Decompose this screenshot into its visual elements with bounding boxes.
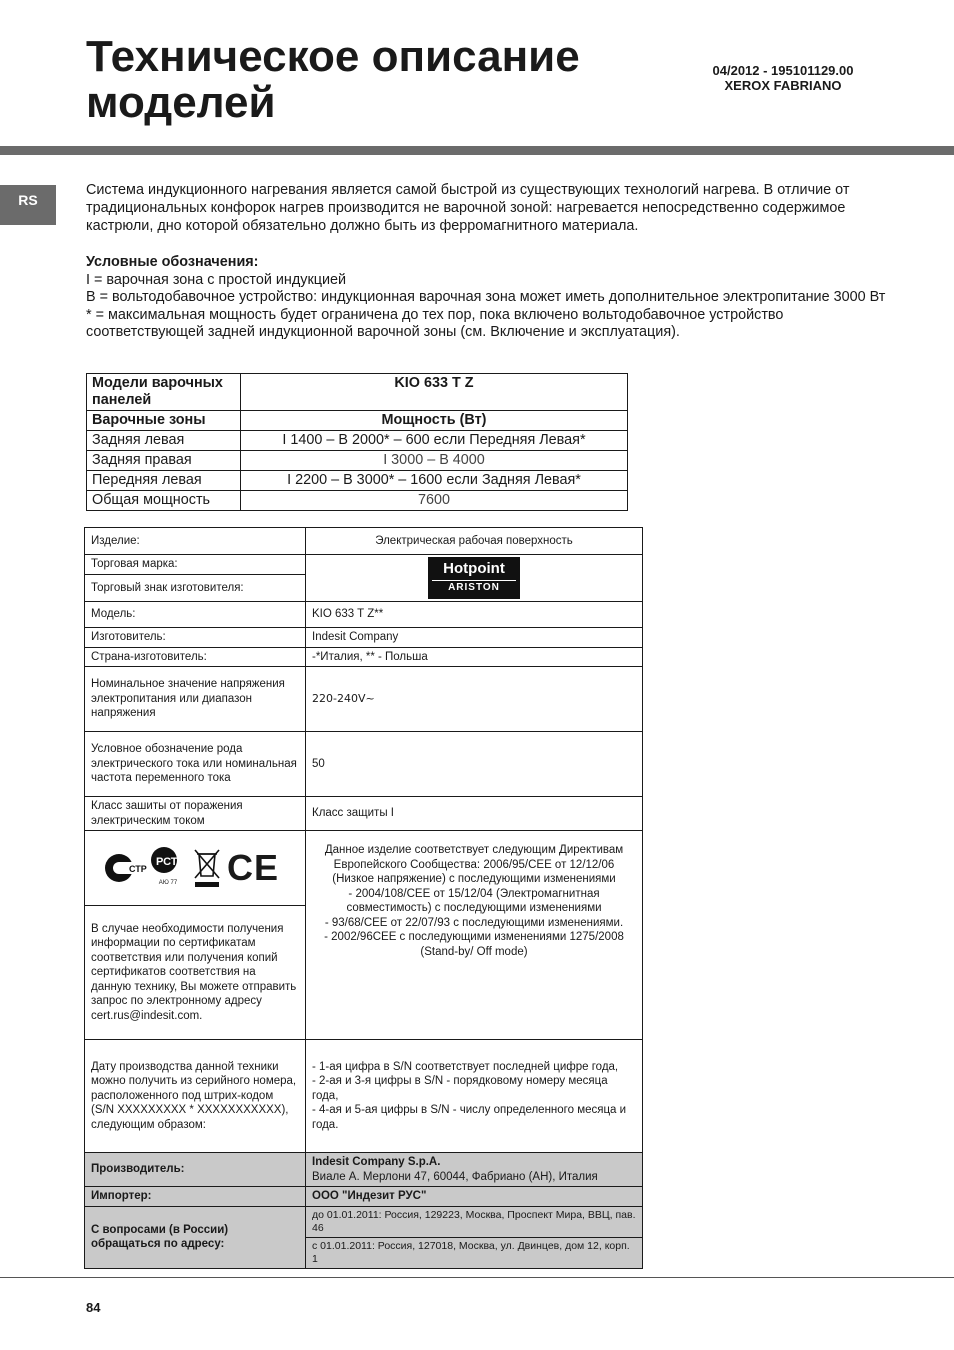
total-power-value: 7600 [241,491,628,511]
address-old: до 01.01.2011: Россия, 129223, Москва, Проспект Мира, ВВЦ, пав. 46 [306,1206,643,1237]
table-row [87,411,628,431]
table-row [87,471,628,491]
cooking-zones-table [86,373,628,511]
table-row [85,528,643,555]
questions-label: С вопросами (в России) обращаться по адресу: [85,1206,306,1268]
zone-name: Общая мощность [87,491,241,511]
zone-power-note: если Передняя Левая* [433,432,586,448]
page-title [86,34,580,126]
doc-code-line-2: XEROX FABRIANO [724,78,842,93]
voltage-label: Номинальное значение напряжения электропитания или диапазон напряжения [85,667,306,732]
maker-label: Изготовитель: [85,628,306,648]
trademark-label: Торговый знак изготовителя: [85,574,306,601]
zone-power-value: I 3000 – B 4000 [241,451,628,471]
table-row [85,602,643,628]
page-number: 84 [86,1300,101,1315]
production-date-value: - 1-ая цифра в S/N соответствует последней цифре года, - 2-ая и 3-я цифры в S/N - порядковому номеру месяца года, - 4-ая и 5-ая цифры в S/N - числу определенного месяца и года. [306,1040,643,1153]
address-new: с 01.01.2011: Россия, 127018, Москва, ул. Двинцев, дом 12, корп. 1 [306,1237,643,1268]
model-value: KIO 633 T Z** [306,602,643,628]
brand-label: Торговая марка: [85,555,306,575]
maker-value: Indesit Company [306,628,643,648]
protection-value: Класс защиты I [306,797,643,831]
specification-table [84,527,643,1269]
table-row [85,555,643,575]
table-row [85,647,643,667]
pct-mark-text: РСТ [156,855,178,868]
importer-value: ООО "Индезит РУС" [306,1187,643,1207]
zone-name: Задняя левая [87,431,241,451]
models-label: Модели варочных панелей [87,374,241,411]
table-row [85,732,643,797]
table-row [85,1153,643,1187]
certification-marks-cell [85,831,306,906]
table-row [87,491,628,511]
producer-label: Производитель: [85,1153,306,1187]
doc-code-line-1: 04/2012 - 195101129.00 [712,63,854,78]
str-mark-icon [103,851,147,885]
logo-bottom-text: ARISTON [432,580,516,595]
table-row [85,797,643,831]
weee-bin-icon [193,848,221,888]
directives-text: Данное изделие соответствует следующим Директивам Европейского Сообщества: 2006/95/CEE от 12/12/06 (Низкое напряжение) с последующими изменениями - 2004/108/CEE от 15/12/04 (Электромагнитная совместимость) с последующими изменениями - 93/68/CEE от 22/07/93 с последующими изменениями. - 2002/96CEE с последующими изменениями 1275/2008 (Stand-by/ Off mode) [306,831,643,1040]
voltage-value: 220-240V~ [306,667,643,732]
producer-address: Виале А. Мерлони 47, 60044, Фабриано (АН), Италия [312,1170,598,1183]
zone-name: Задняя правая [87,451,241,471]
cert-mark-code: АЮ 77 [158,879,178,886]
brand-logo-cell [306,555,643,602]
current-value: 50 [306,732,643,797]
logo-top-text: Hotpoint [443,560,505,577]
cert-info-text: В случае необходимости получения информации по сертификатам соответствия или получения копий сертификатов соответствия на данную технику, Вы можете отправить запрос по электронному адресу cert.rus@indesit.com. [85,906,306,1040]
table-row [85,831,643,906]
importer-label: Импортер: [85,1187,306,1207]
legend-block [86,254,886,342]
country-label: Страна-изготовитель: [85,647,306,667]
table-row [87,431,628,451]
current-label: Условное обозначение рода электрического тока или номинальная частота переменного тока [85,732,306,797]
producer-name: Indesit Company S.p.A. [312,1156,441,1168]
table-row [85,1187,643,1207]
title-line-1: Техническое описание [86,32,580,81]
zone-power [241,431,628,451]
model-value: KIO 633 T Z [241,374,628,411]
legend-line-1: I = варочная зона с простой индукцией [86,271,347,288]
pct-mark-icon [149,846,187,876]
language-tab: RS [0,185,56,225]
table-row [85,1206,643,1237]
table-row [87,374,628,411]
product-value: Электрическая рабочая поверхность [306,528,643,555]
table-row [87,451,628,471]
footer-divider [0,1277,954,1278]
model-label: Модель: [85,602,306,628]
hotpoint-ariston-logo [428,557,520,599]
zone-power-note: если Задняя Левая* [446,472,581,488]
zone-power-value: I 2200 – B 3000* – 1600 [287,472,443,488]
product-label: Изделие: [85,528,306,555]
table-row [85,667,643,732]
pct-mark-group [149,846,187,891]
table-row [85,1040,643,1153]
protection-label: Класс зашиты от поражения электрическим током [85,797,306,831]
zones-label: Варочные зоны [87,411,241,431]
str-mark-text: СТР [129,864,147,874]
power-label: Мощность (Вт) [241,411,628,431]
legend-line-2: B = вольтодобавочное устройство: индукционная варочная зона может иметь дополнительное электропитание 3000 Вт [86,289,886,305]
zone-name: Передняя левая [87,471,241,491]
table-row [85,628,643,648]
legend-line-3: * = максимальная мощность будет ограничена до тех пор, пока включено вольтодобавочное устройство соответствующей задней индукционной варочной зоны (см. Включение и эксплуатация). [86,306,784,340]
certification-marks [91,846,299,891]
intro-paragraph: Система индукционного нагревания является самой быстрой из существующих технологий нагрева. В отличие от традициональных конфорок нагрев производится не варочной зоной: нагревается непосредственно содержимое кастрюли, дно которой обязательно должно быть из ферромагнитного материала. [86,182,850,234]
zone-power [241,471,628,491]
title-line-2: моделей [86,78,276,127]
production-date-label: Дату производства данной техники можно получить из серийного номера, расположенного под штрих-кодом (S/N XXXXXXXXX * XXXXXXXXXXX), следующим образом: [85,1040,306,1153]
header-divider [0,146,954,155]
zone-power-value: I 1400 – B 2000* – 600 [282,432,430,448]
ce-mark: CE [227,846,280,888]
document-code [683,63,883,93]
country-value: -*Италия, ** - Польша [306,647,643,667]
producer-cell [306,1153,643,1187]
legend-heading: Условные обозначения: [86,254,259,270]
